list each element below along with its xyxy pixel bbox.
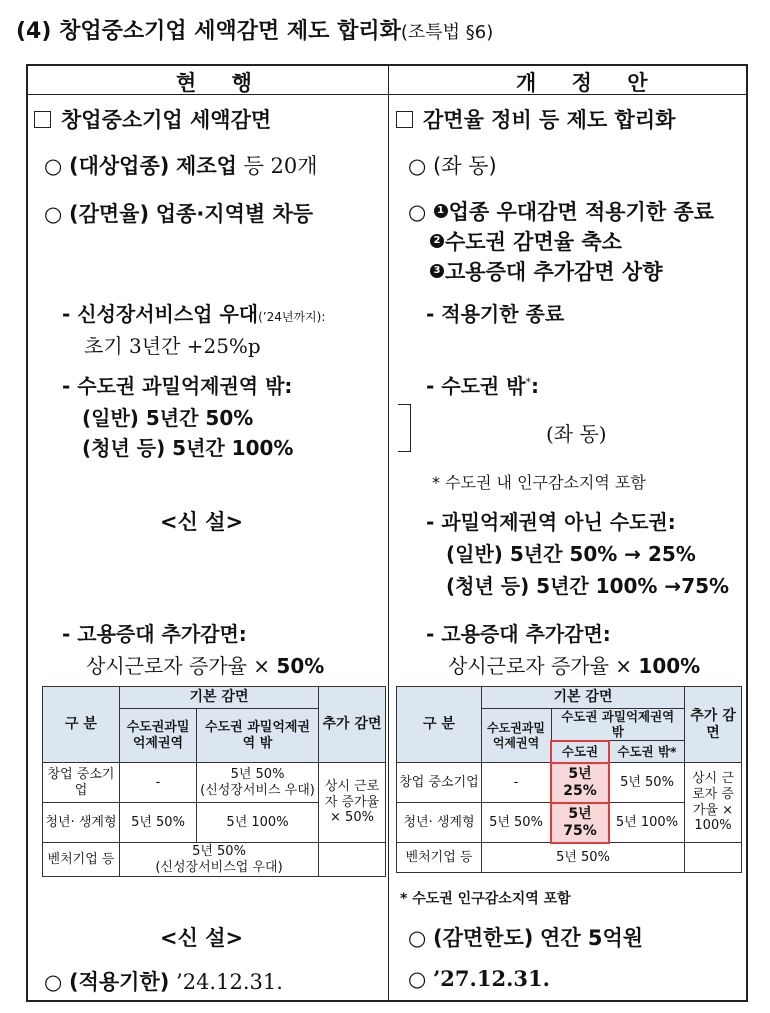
table-cell: 5년 50% <box>120 803 197 843</box>
table-cell: 5년 100% <box>197 803 319 843</box>
number-2-icon: 2 <box>430 234 444 248</box>
current-service-label: - 신성장서비스업 우대(’24년까지): <box>62 302 326 326</box>
table-cell: - <box>482 763 552 803</box>
table-cell: 상시 근로자 증가율 × 50% <box>319 763 386 843</box>
header-proposed: 개 정 안 <box>516 71 662 95</box>
table-header: 구 분 <box>43 687 120 763</box>
table-header: 수도권 과밀억제권역 밖 <box>551 709 685 741</box>
header-current: 현 행 <box>176 71 266 95</box>
table-cell <box>685 843 742 873</box>
table-cell: 상시 근로자 증가율 × 100% <box>685 763 742 843</box>
proposed-same-2: (좌 동) <box>546 422 607 446</box>
current-metro-label: - 수도권 과밀억제권역 밖: <box>62 374 293 398</box>
table-header: 수도권과밀억제권역 <box>120 709 197 763</box>
table-cell: - <box>120 763 197 803</box>
table-cell: 창업 중소기업 <box>397 763 482 803</box>
table-cell <box>319 843 386 877</box>
proposed-limit: ○ (감면한도) 연간 5억원 <box>408 926 644 950</box>
column-divider <box>388 64 389 1002</box>
current-new-1: <신 설> <box>160 510 244 534</box>
proposed-expire: - 적용기한 종료 <box>426 302 565 326</box>
proposed-item-3: 3 고용증대 추가감면 상향 <box>430 256 662 286</box>
page-title: (4) 창업중소기업 세액감면 제도 합리화(조특법 §6) <box>16 19 494 44</box>
current-deadline: ○ (적용기한) ’24.12.31. <box>44 970 283 994</box>
proposed-same-1: ○ (좌 동) <box>408 154 497 178</box>
proposed-table-note: * 수도권 인구감소지역 포함 <box>400 891 571 907</box>
table-cell: 5년 50% <box>609 763 685 803</box>
table-cell-highlight: 5년 75% <box>551 803 609 843</box>
table-cell: 5년 50% (신성장서비스 우대) <box>197 763 319 803</box>
table-header: 수도권 <box>551 741 609 763</box>
table-cell: 5년 100% <box>609 803 685 843</box>
proposed-nonmetro-youth: (청년 등) 5년간 100% →75% <box>446 574 730 598</box>
proposed-item-2: 2 수도권 감면율 축소 <box>430 226 622 256</box>
table-header: 기본 감면 <box>120 687 319 709</box>
current-service-value: 초기 3년간 +25%p <box>84 334 261 358</box>
table-cell: 5년 50% <box>482 803 552 843</box>
bracket <box>398 404 411 452</box>
table-header: 추가 감면 <box>685 687 742 763</box>
current-employ-value: 상시근로자 증가율 × 50% <box>86 654 325 678</box>
table-cell: 5년 50% (신성장서비스업 우대) <box>120 843 319 877</box>
current-metro-general: (일반) 5년간 50% <box>82 406 254 430</box>
current-employ-label: - 고용증대 추가감면: <box>62 622 247 646</box>
table-cell: 5년 50% <box>482 843 685 873</box>
current-rate: ○ (감면율) 업종·지역별 차등 <box>44 202 314 226</box>
table-cell: 청년· 생계형 <box>397 803 482 843</box>
proposed-item-1: ○ 1 업종 우대감면 적용기한 종료 <box>408 200 715 224</box>
number-3-icon: 3 <box>430 264 444 278</box>
proposed-section-title: 감면율 정비 등 제도 합리화 <box>396 104 675 134</box>
table-header: 추가 감면 <box>319 687 386 763</box>
number-1-icon: 1 <box>434 204 448 218</box>
proposed-metro-label: - 수도권 밖*: <box>426 374 540 398</box>
proposed-deadline: ○ ’27.12.31. <box>408 966 550 991</box>
table-cell: 창업 중소기업 <box>43 763 120 803</box>
current-rate-table <box>42 686 386 877</box>
proposed-nonmetro-general: (일반) 5년간 50% → 25% <box>446 542 696 566</box>
current-section-title: 창업중소기업 세액감면 <box>34 104 271 134</box>
law-reference: (조특법 §6) <box>400 22 494 43</box>
proposed-rate-table <box>396 686 742 873</box>
table-cell-highlight: 5년 25% <box>551 763 609 803</box>
current-new-2: <신 설> <box>160 926 244 950</box>
table-header: 수도권과밀억제권역 <box>482 709 552 763</box>
current-metro-youth: (청년 등) 5년간 100% <box>82 436 294 460</box>
proposed-employ-label: - 고용증대 추가감면: <box>426 622 611 646</box>
proposed-note: * 수도권 내 인구감소지역 포함 <box>432 473 646 492</box>
table-header: 수도권 밖* <box>609 741 685 763</box>
proposed-nonmetro-label: - 과밀억제권역 아닌 수도권: <box>426 510 676 534</box>
table-cell: 벤처기업 등 <box>397 843 482 873</box>
table-header: 기본 감면 <box>482 687 685 709</box>
checkbox-icon <box>34 111 51 128</box>
table-cell: 벤처기업 등 <box>43 843 120 877</box>
table-header: 구 분 <box>397 687 482 763</box>
table-header: 수도권 과밀억제권역 밖 <box>197 709 319 763</box>
table-cell: 청년· 생계형 <box>43 803 120 843</box>
current-target: ○ (대상업종) 제조업 등 20개 <box>44 154 318 178</box>
proposed-employ-value: 상시근로자 증가율 × 100% <box>448 654 701 678</box>
checkbox-icon <box>396 111 413 128</box>
